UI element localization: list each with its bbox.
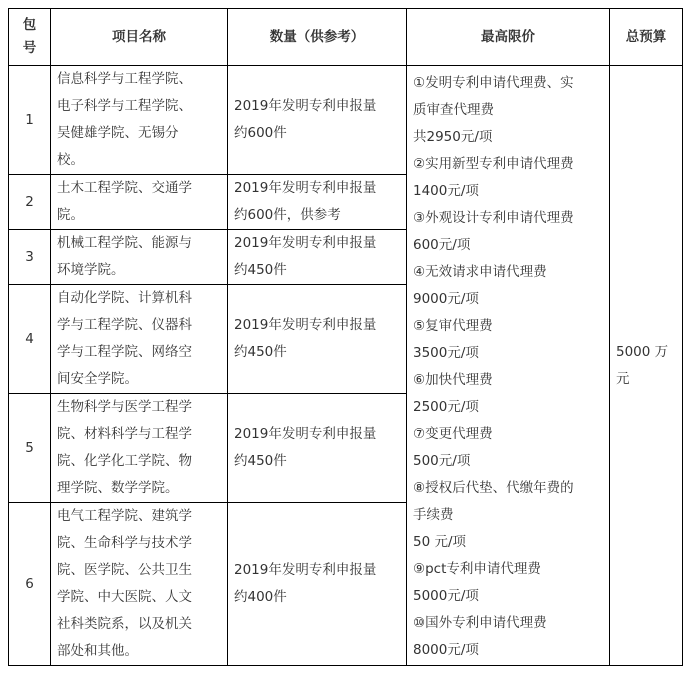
quantity-value: 2019年发明专利申报量 约450件 (228, 394, 407, 503)
package-number: 3 (9, 230, 51, 285)
limit-line: ⑩国外专利申请代理费 (413, 615, 547, 631)
limit-line: ⑦变更代理费 (413, 426, 493, 442)
limit-line: 1400元/项 (413, 183, 479, 199)
limit-line: 600元/项 (413, 237, 471, 253)
package-number: 1 (9, 66, 51, 175)
limit-line: ③外观设计专利申请代理费 (413, 210, 574, 226)
limit-line: 500元/项 (413, 453, 471, 469)
limit-line: 3500元/项 (413, 345, 479, 361)
header-max-price: 最高限价 (407, 9, 610, 66)
limit-line: ①发明专利申请代理费、实 (413, 75, 574, 91)
quantity-value: 2019年发明专利申报量 约400件 (228, 503, 407, 666)
limit-line: 手续费 (413, 507, 454, 523)
limit-line: 共2950元/项 (413, 129, 493, 145)
header-project-name: 项目名称 (51, 9, 228, 66)
package-number: 5 (9, 394, 51, 503)
limit-line: ⑧授权后代垫、代缴年费的 (413, 480, 574, 496)
limit-line: 5000元/项 (413, 588, 479, 604)
total-budget-value: 5000 万 元 (610, 66, 683, 666)
project-name: 土木工程学院、交通学 院。 (51, 175, 228, 230)
limit-line: ⑨pct专利申请代理费 (413, 561, 541, 577)
limit-line: ⑤复审代理费 (413, 318, 493, 334)
quantity-value: 2019年发明专利申报量 约600件 (228, 66, 407, 175)
project-name: 机械工程学院、能源与 环境学院。 (51, 230, 228, 285)
limit-line: ④无效请求申请代理费 (413, 264, 547, 280)
header-package-no: 包 号 (9, 9, 51, 66)
table-row (9, 66, 683, 175)
limit-line: ②实用新型专利申请代理费 (413, 156, 574, 172)
max-price-list (407, 66, 610, 666)
limit-line: 50 元/项 (413, 534, 467, 550)
limit-line: 9000元/项 (413, 291, 479, 307)
limit-line: 质审查代理费 (413, 102, 494, 118)
quantity-value: 2019年发明专利申报量 约450件 (228, 285, 407, 394)
project-name: 信息科学与工程学院、 电子科学与工程学院、 吴健雄学院、无锡分 校。 (51, 66, 228, 175)
package-number: 4 (9, 285, 51, 394)
header-total-budget: 总预算 (610, 9, 683, 66)
package-number: 2 (9, 175, 51, 230)
header-row (9, 9, 683, 66)
header-quantity: 数量（供参考） (228, 9, 407, 66)
quantity-value: 2019年发明专利申报量 约450件 (228, 230, 407, 285)
project-name: 生物科学与医学工程学 院、材料科学与工程学 院、化学化工学院、物 理学院、数学学院。 (51, 394, 228, 503)
package-number: 6 (9, 503, 51, 666)
quantity-value: 2019年发明专利申报量 约600件，供参考 (228, 175, 407, 230)
limit-line: 2500元/项 (413, 399, 479, 415)
procurement-table (8, 8, 683, 666)
limit-line: ⑥加快代理费 (413, 372, 493, 388)
limit-line: 8000元/项 (413, 642, 479, 658)
project-name: 电气工程学院、建筑学 院、生命科学与技术学 院、医学院、公共卫生 学院、中大医院、人文 社科类院系，以及机关 部处和其他。 (51, 503, 228, 666)
project-name: 自动化学院、计算机科 学与工程学院、仪器科 学与工程学院、网络空 间安全学院。 (51, 285, 228, 394)
